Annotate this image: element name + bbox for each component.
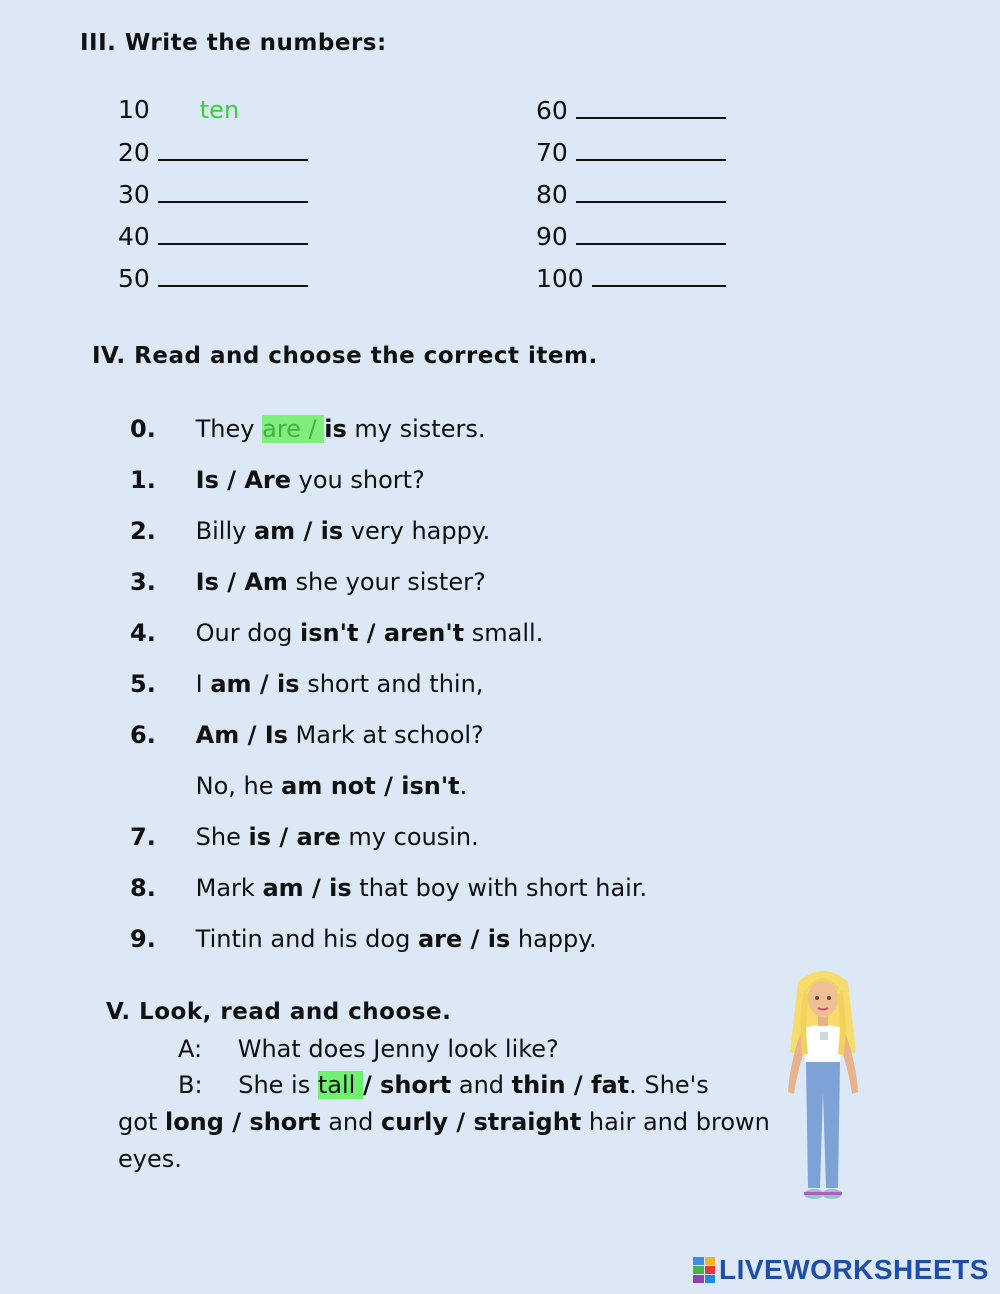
item-text: Tintin and his dog (195, 925, 418, 953)
number-label: 60 (536, 96, 568, 125)
item-number: 1. (130, 466, 156, 494)
number-label: 30 (118, 180, 150, 209)
section-3-title: III. Write the numbers: (80, 30, 387, 56)
item-number: 4. (130, 619, 156, 647)
number-label: 80 (536, 180, 568, 209)
answer-blank[interactable] (576, 137, 726, 161)
number-row (536, 263, 726, 293)
item-text: that boy with short hair. (351, 874, 648, 902)
choice-selected[interactable]: are / (262, 415, 325, 443)
choice-options[interactable]: isn't / aren't (300, 619, 465, 647)
exercise-item (130, 670, 483, 698)
number-label: 70 (536, 138, 568, 167)
exercise-item (130, 721, 484, 749)
number-row (536, 95, 726, 125)
item-text: Mark at school? (287, 721, 484, 749)
answer-ten: ten (199, 96, 240, 124)
number-label: 100 (536, 264, 584, 293)
item-number: 0. (130, 415, 156, 443)
item-text: . (459, 772, 468, 800)
section-4-title: IV. Read and choose the correct item. (92, 343, 598, 369)
choice-options[interactable]: thin / fat (511, 1071, 630, 1099)
choice-options[interactable]: is / are (248, 823, 341, 851)
dialogue-text: . She's (629, 1071, 709, 1099)
number-label: 10 (118, 95, 150, 124)
number-label: 40 (118, 222, 150, 251)
dialogue-line-c (118, 1108, 770, 1136)
item-text: my sisters. (346, 415, 486, 443)
dialogue-text: and (320, 1108, 382, 1136)
choice-selected[interactable]: tall (317, 1071, 363, 1099)
choice-options[interactable]: am not / isn't (281, 772, 460, 800)
exercise-item (130, 925, 597, 953)
exercise-item (130, 874, 647, 902)
item-text: she your sister? (287, 568, 486, 596)
item-text: you short? (291, 466, 425, 494)
exercise-item (130, 415, 485, 443)
item-number: 6. (130, 721, 156, 749)
choice-options[interactable]: Am / Is (195, 721, 288, 749)
dialogue-text: hair and brown (581, 1108, 770, 1136)
item-number: 8. (130, 874, 156, 902)
choice-options[interactable]: am / is (253, 517, 344, 545)
item-text: Billy (195, 517, 254, 545)
answer-blank[interactable] (576, 221, 726, 245)
exercise-item (130, 568, 486, 596)
answer-blank[interactable] (576, 95, 726, 119)
answer-blank[interactable] (158, 137, 308, 161)
item-number: 7. (130, 823, 156, 851)
section-5-title: V. Look, read and choose. (106, 999, 452, 1025)
answer-blank[interactable] (158, 263, 308, 287)
item-text: Our dog (195, 619, 301, 647)
choice-option[interactable]: / short (362, 1071, 452, 1099)
number-row (118, 263, 308, 293)
logo-text: LIVEWORKSHEETS (719, 1254, 989, 1285)
choice-option[interactable]: is (324, 415, 347, 443)
answer-blank[interactable] (158, 221, 308, 245)
item-text: happy. (510, 925, 597, 953)
dialogue-line-b (178, 1071, 709, 1099)
choice-options[interactable]: are / is (417, 925, 511, 953)
dialogue-line-a (178, 1035, 559, 1063)
number-row (118, 179, 308, 209)
choice-options[interactable]: Is / Are (195, 466, 292, 494)
item-text: She (195, 823, 249, 851)
item-text: No, he (195, 772, 282, 800)
choice-options[interactable]: am / is (210, 670, 300, 698)
logo-icon (693, 1257, 715, 1283)
speaker-label: A: (178, 1035, 203, 1063)
item-text: small. (464, 619, 544, 647)
exercise-item (130, 823, 479, 851)
item-number: 5. (130, 670, 156, 698)
number-row (536, 179, 726, 209)
choice-options[interactable]: long / short (164, 1108, 321, 1136)
exercise-item (130, 517, 490, 545)
answer-blank[interactable] (592, 263, 726, 287)
number-label: 20 (118, 138, 150, 167)
item-text: Mark (195, 874, 263, 902)
number-row (118, 137, 308, 167)
number-row (536, 221, 726, 251)
number-label: 90 (536, 222, 568, 251)
exercise-item (130, 772, 467, 800)
exercise-item (130, 466, 425, 494)
item-number: 3. (130, 568, 156, 596)
liveworksheets-logo (693, 1254, 989, 1286)
girl-illustration (768, 962, 878, 1208)
item-text: short and thin, (299, 670, 484, 698)
answer-blank[interactable] (158, 179, 308, 203)
speaker-label: B: (178, 1071, 203, 1099)
item-text: I (195, 670, 211, 698)
dialogue-text: and (451, 1071, 512, 1099)
number-row (118, 95, 239, 124)
number-row (118, 221, 308, 251)
choice-options[interactable]: Is / Am (195, 568, 288, 596)
number-label: 50 (118, 264, 150, 293)
item-text: They (195, 415, 263, 443)
dialogue-text: What does Jenny look like? (237, 1035, 559, 1063)
item-number: 2. (130, 517, 156, 545)
dialogue-text: She is (238, 1071, 318, 1099)
dialogue-text: got (118, 1108, 165, 1136)
number-row (536, 137, 726, 167)
item-text: very happy. (343, 517, 491, 545)
choice-options[interactable]: curly / straight (381, 1108, 582, 1136)
choice-options[interactable]: am / is (262, 874, 352, 902)
answer-blank[interactable] (576, 179, 726, 203)
dialogue-line-d: eyes. (118, 1145, 182, 1173)
exercise-item (130, 619, 543, 647)
item-number: 9. (130, 925, 156, 953)
item-text: my cousin. (340, 823, 479, 851)
